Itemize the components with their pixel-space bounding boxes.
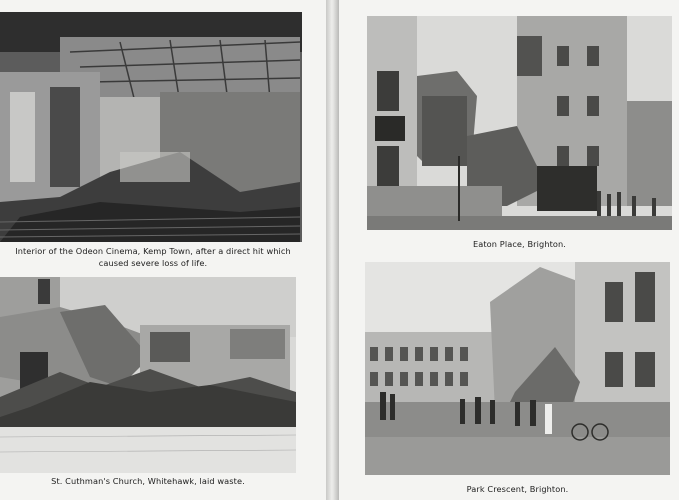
odeon-caption-line2: caused severe loss of life. [98,258,208,268]
eaton-place-caption-text: Eaton Place, Brighton. [472,239,567,249]
book-gutter [326,0,339,500]
park-crescent-caption [365,483,670,495]
eaton-place-photo [367,16,672,230]
park-crescent-photo [365,262,670,475]
odeon-caption-line1: Interior of the Odeon Cinema, Kemp Town, after a direct hit which [15,246,291,256]
park-crescent-caption-text: Park Crescent, Brighton. [466,484,569,494]
right-page [339,0,679,500]
odeon-cinema-photo [0,12,302,242]
odeon-cinema-caption [0,245,306,269]
eaton-place-caption [367,238,672,250]
st-cuthmans-church-caption [0,475,296,487]
left-page [0,0,326,500]
st-cuthmans-caption-text: St. Cuthman's Church, Whitehawk, laid waste. [51,476,245,486]
st-cuthmans-church-photo [0,277,296,473]
